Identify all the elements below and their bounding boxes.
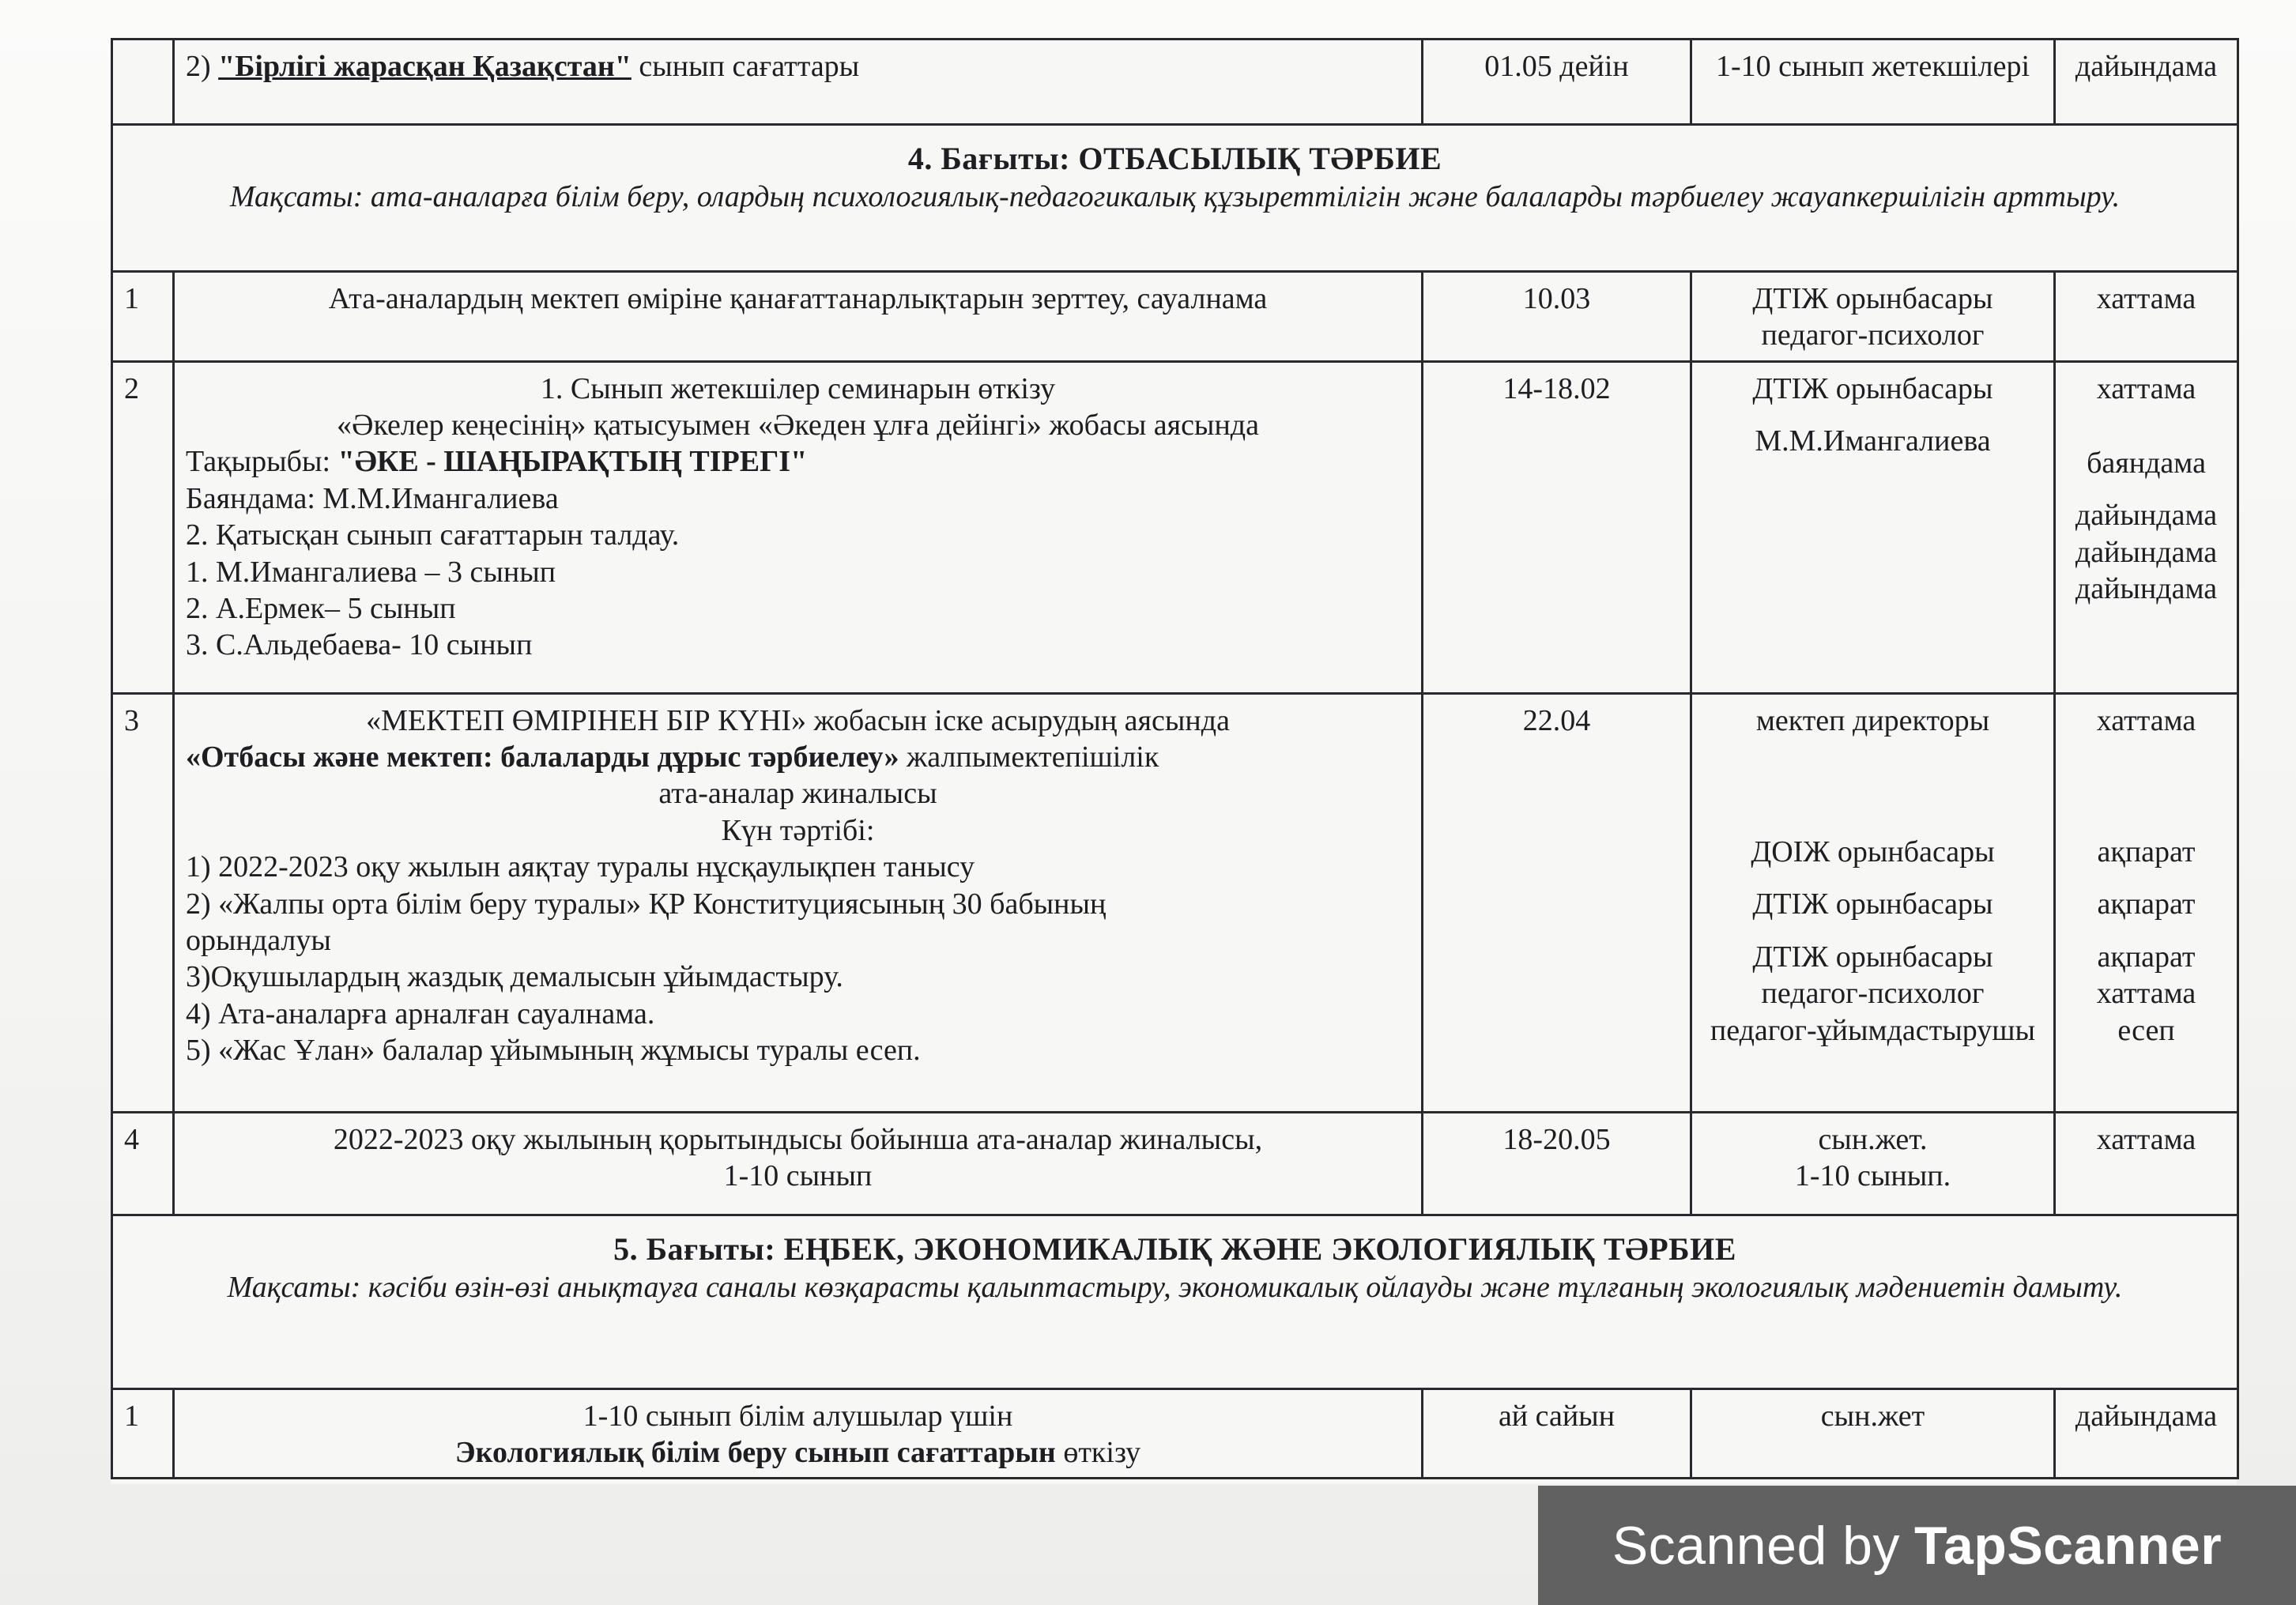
form-line: есеп [2117, 1013, 2175, 1047]
spacer [2067, 923, 2226, 939]
form-cell: дайындама [2055, 1388, 2238, 1479]
event-cell [174, 1388, 1423, 1479]
table-row [112, 361, 2238, 693]
responsible-line: М.М.Имангалиева [1755, 424, 1991, 458]
date-cell: 14-18.02 [1423, 361, 1691, 693]
agenda-item: 1) 2022-2023 оқу жылын аяқтау туралы нұсқаулықпен танысу [186, 850, 975, 884]
spacer [2067, 739, 2226, 834]
event-line: 3. С.Альдебаева- 10 сынып [186, 628, 533, 662]
responsible-line: педагог-ұйымдастырушы [1710, 1013, 2036, 1047]
event-line [186, 1434, 1410, 1471]
form-cell [2055, 361, 2238, 693]
event-text: өткізу [1055, 1436, 1141, 1470]
table-row [112, 272, 2238, 362]
spacer [1703, 870, 2042, 886]
row-number: 2 [112, 361, 174, 693]
responsible-line: ДОІЖ орынбасары [1751, 835, 1995, 869]
date-cell: 10.03 [1423, 272, 1691, 362]
agenda-item: орындалуы [186, 923, 331, 957]
event-cell: Ата-аналардың мектеп өміріне қанағаттанарлықтарын зерттеу, сауалнама [174, 272, 1423, 362]
section-header-cell [112, 1215, 2238, 1388]
table-row [112, 1388, 2238, 1479]
event-line: 1. М.Имангалиева – 3 сынып [186, 555, 556, 589]
form-cell [2055, 693, 2238, 1112]
item-number: 2) [186, 50, 211, 83]
topic-title: "ӘКЕ - ШАҢЫРАҚТЫҢ ТІРЕГІ" [337, 445, 808, 479]
event-cell [174, 361, 1423, 693]
row-number: 3 [112, 693, 174, 1112]
form-line: ақпарат [2097, 835, 2196, 869]
section-goal: Мақсаты: ата-аналарға білім беру, олардың психологиялық-педагогикалық құзыреттілігін және балаларды тәрбиелеу жауапкершілігін арттыру. [229, 179, 2121, 213]
form-line: баяндама [2087, 446, 2206, 480]
responsible-line: 1-10 сынып. [1794, 1159, 1951, 1193]
responsible-line: ДТІЖ орынбасары [1752, 940, 1993, 974]
event-line: 2. А.Ермек– 5 сынып [186, 591, 456, 625]
table-row [112, 1112, 2238, 1215]
event-line: «Әкелер кеңесінің» қатысуымен «Әкеден ұлға дейінгі» жобасы аясында [337, 409, 1259, 443]
form-line: ақпарат [2097, 887, 2196, 921]
responsible-line: ДТІЖ орынбасары [1752, 282, 1993, 315]
watermark-lead: Scanned by [1612, 1515, 1900, 1576]
watermark-brand: TapScanner [1913, 1515, 2222, 1576]
form-line: дайындама [2075, 535, 2218, 569]
date-cell: ай сайын [1423, 1388, 1691, 1479]
responsible-cell [1691, 361, 2055, 693]
spacer [2067, 407, 2226, 445]
responsible-line: мектеп директоры [1755, 703, 1990, 737]
section-header-row [112, 1215, 2238, 1388]
spacer [1703, 407, 2042, 423]
agenda-item: 4) Ата-аналарға арналған сауалнама. [186, 997, 655, 1030]
row-number: 4 [112, 1112, 174, 1215]
form-cell: хаттама [2055, 272, 2238, 362]
row-number: 1 [112, 272, 174, 362]
table-row [112, 40, 2238, 125]
row-number: 1 [112, 1388, 174, 1479]
event-line: ата-аналар жиналысы [658, 777, 937, 811]
spacer [2067, 481, 2226, 497]
topic-label: Тақырыбы: [186, 445, 338, 479]
event-line: 2022-2023 оқу жылының қорытындысы бойынша ата-аналар жиналысы, [333, 1122, 1263, 1156]
agenda-item: 2) «Жалпы орта білім беру туралы» ҚР Конституциясының 30 бабының [186, 887, 1107, 921]
responsible-line: педагог-психолог [1761, 318, 1985, 352]
meeting-type: жалпымектепішілік [899, 740, 1159, 774]
responsible-line: ДТІЖ орынбасары [1752, 887, 1993, 921]
form-line: дайындама [2075, 572, 2218, 606]
responsible-cell: 1-10 сынып жетекшілері [1691, 40, 2055, 125]
event-line: 1. Сынып жетекшілер семинарын өткізу [540, 371, 1056, 405]
date-cell: 22.04 [1423, 693, 1691, 1112]
event-line [186, 443, 1410, 480]
date-cell: 18-20.05 [1423, 1112, 1691, 1215]
spacer [2067, 870, 2226, 886]
event-line: 2. Қатысқан сынып сағаттарын талдау. [186, 518, 680, 552]
form-line: дайындама [2075, 499, 2218, 533]
event-cell [174, 693, 1423, 1112]
event-cell [174, 40, 1423, 125]
date-cell: 01.05 дейін [1423, 40, 1691, 125]
form-line: хаттама [2096, 371, 2196, 405]
responsible-cell [1691, 272, 2055, 362]
section-header-cell [112, 125, 2238, 272]
event-line: 1-10 сынып [723, 1159, 873, 1193]
form-cell: хаттама [2055, 1112, 2238, 1215]
responsible-line: сын.жет. [1818, 1122, 1928, 1156]
form-line: ақпарат [2097, 940, 2196, 974]
scanner-watermark [1538, 1486, 2296, 1605]
responsible-cell: сын.жет [1691, 1388, 2055, 1479]
responsible-cell [1691, 693, 2055, 1112]
section-title: 5. Бағыты: ЕҢБЕК, ЭКОНОМИКАЛЫҚ ЖӘНЕ ЭКОЛОГИЯЛЫҚ ТӘРБИЕ [613, 1230, 1736, 1267]
section-goal: Мақсаты: кәсіби өзін-өзі анықтауға саналы көзқарасты қалыптастыру, экономикалық ойлауды және тұлғаның экологиялық мәдениетін дамыту. [227, 1270, 2123, 1304]
section-title: 4. Бағыты: ОТБАСЫЛЫҚ ТӘРБИЕ [907, 141, 1442, 176]
spacer [1703, 923, 2042, 939]
row-number-cell [112, 40, 174, 125]
spacer [1703, 739, 2042, 834]
responsible-line: педагог-психолог [1761, 977, 1985, 1011]
form-line: хаттама [2096, 703, 2196, 737]
event-line: Баяндама: М.М.Имангалиева [186, 481, 559, 515]
event-title: Экологиялық білім беру сынып сағаттарын [454, 1436, 1056, 1470]
event-title-quote: "Бірлігі жарасқан Қазақстан" [218, 50, 631, 83]
event-line [186, 739, 1410, 775]
agenda-item: 3)Оқушылардың жаздық демалысын ұйымдастыру. [186, 960, 843, 994]
form-line: хаттама [2096, 977, 2196, 1011]
form-cell: дайындама [2055, 40, 2238, 125]
table-row [112, 693, 2238, 1112]
responsible-line: ДТІЖ орынбасары [1752, 371, 1993, 405]
agenda-item: 5) «Жас Ұлан» балалар ұйымының жұмысы туралы есеп. [186, 1033, 921, 1067]
event-line: «МЕКТЕП ӨМІРІНЕН БІР КҮНІ» жобасын іске асырудың аясында [366, 703, 1230, 737]
section-header-row [112, 125, 2238, 272]
event-line: 1-10 сынып білім алушылар үшін [582, 1399, 1013, 1433]
event-text: сынып сағаттары [631, 50, 860, 83]
agenda-heading: Күн тәртібі: [721, 813, 875, 847]
meeting-title: «Отбасы және мектеп: балаларды дұрыс тәрбиелеу» [186, 740, 899, 774]
plan-table [111, 38, 2239, 1479]
responsible-cell [1691, 1112, 2055, 1215]
event-cell [174, 1112, 1423, 1215]
